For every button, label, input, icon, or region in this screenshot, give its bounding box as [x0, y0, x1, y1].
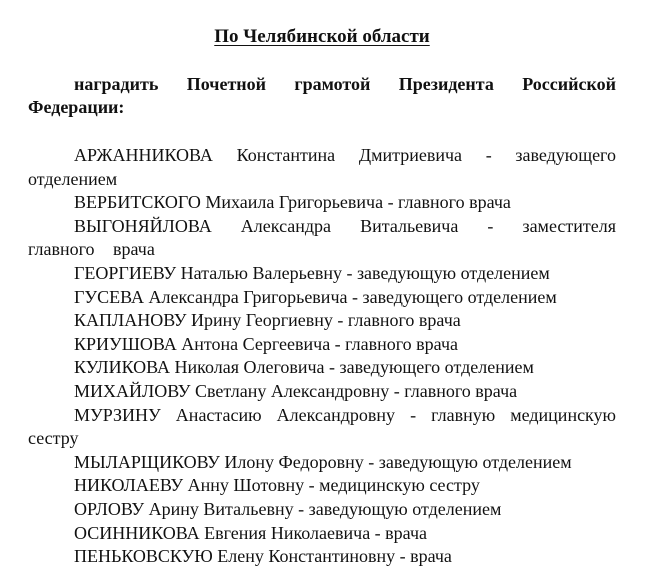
- list-item: МУРЗИНУ Анастасию Александровну - главную медицинскую сестру: [28, 404, 616, 449]
- list-item: КАПЛАНОВУ Ирину Георгиевну - главного врача: [74, 310, 461, 331]
- document-page: [28, 24, 616, 569]
- list-item: АРЖАННИКОВА Константина Дмитриевича - заведующего отделением: [28, 145, 616, 189]
- list-item: КУЛИКОВА Николая Олеговича - заведующего отделением: [74, 357, 534, 378]
- list-item: НИКОЛАЕВУ Анну Шотовну - медицинскую сестру: [74, 475, 480, 496]
- list-item: ОСИННИКОВА Евгения Николаевича - врача: [74, 522, 427, 543]
- people-list: [28, 144, 616, 569]
- list-item: ВЫГОНЯЙЛОВА Александра Витальевича - заместителя главного врача: [28, 215, 616, 260]
- region-title: По Челябинской области: [214, 26, 430, 47]
- list-item: ОРЛОВУ Арину Витальевну - заведующую отделением: [74, 498, 502, 519]
- list-item: ГУСЕВА Александра Григорьевича - заведующего отделением: [74, 286, 557, 307]
- list-item: МИХАЙЛОВУ Светлану Александровну - главного врача: [74, 380, 518, 401]
- list-item: ГЕОРГИЕВУ Наталью Валерьевну - заведующую отделением: [74, 262, 550, 283]
- list-item: ВЕРБИТСКОГО Михаила Григорьевича - главного врача: [74, 192, 511, 213]
- list-item: ПЕНЬКОВСКУЮ Елену Константиновну - врача: [74, 546, 452, 567]
- list-item: КРИУШОВА Антона Сергеевича - главного врача: [74, 333, 458, 354]
- award-heading: наградить Почетной грамотой Президента Российской Федерации:: [28, 74, 616, 117]
- list-item: МЫЛАРЩИКОВУ Илону Федоровну - заведующую отделением: [74, 451, 572, 472]
